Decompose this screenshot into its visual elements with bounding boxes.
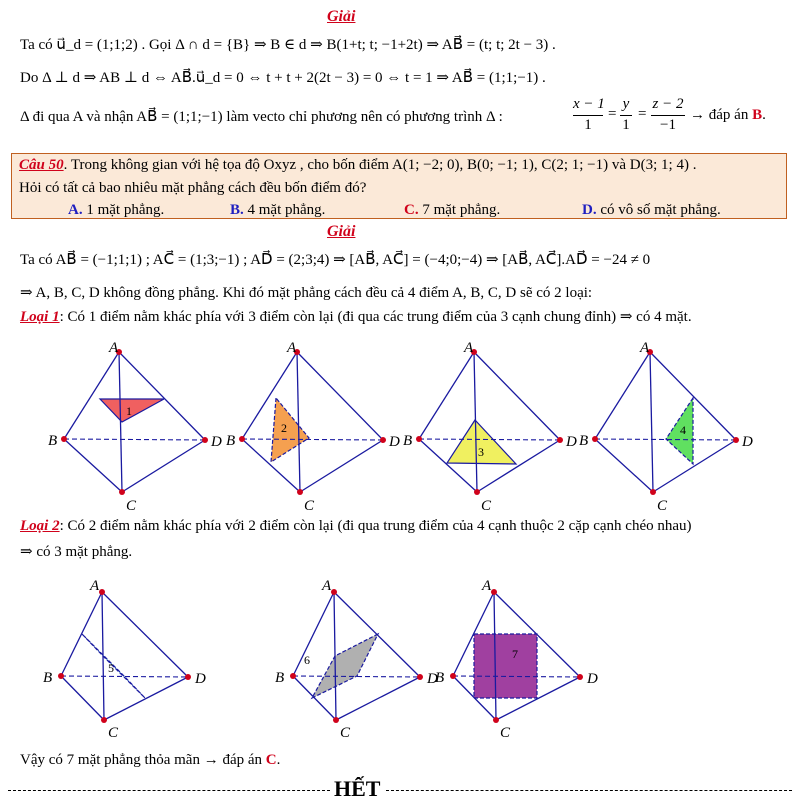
vertex-label-b: B xyxy=(226,433,236,449)
vertex-point-d xyxy=(417,674,423,680)
solution-line-1: Ta có u⃗_d = (1;1;2) . Gọi Δ ∩ d = {B} ⇒ B ∈ d ⇒ B(1+t; t; −1+2t) ⇒ AB⃗ = (t; t; 2t − 3) . xyxy=(20,37,556,53)
frac-y-den: 1 xyxy=(622,117,630,133)
vertex-point-d xyxy=(185,674,191,680)
loai1-text: : Có 1 điểm nằm khác phía với 3 điểm còn lại (đi qua các trung điểm của 3 cạnh chung đỉnh) ⇒ có 4 mặt. xyxy=(59,309,692,325)
loai2-figures xyxy=(0,570,800,740)
solution-heading: Giải xyxy=(327,8,356,25)
vertex-label-c: C xyxy=(340,725,351,740)
plane-1 xyxy=(100,399,164,422)
loai1-figures xyxy=(0,335,800,510)
tetra-fig-6 xyxy=(293,592,420,720)
solution-line-3 xyxy=(20,107,503,126)
vertex-label-c: C xyxy=(657,498,668,510)
answer-letter: B xyxy=(752,107,763,123)
vertex-label-c: C xyxy=(108,725,119,740)
vertex-label-a: A xyxy=(464,340,474,356)
vertex-point-a xyxy=(491,589,497,595)
vertex-label-a: A xyxy=(482,578,492,594)
vertex-point-d xyxy=(202,437,208,443)
vertex-label-b: B xyxy=(275,670,285,686)
vertex-point-c xyxy=(297,489,303,495)
end-rule-left xyxy=(8,790,330,791)
loai2-text: : Có 2 điểm nằm khác phía với 2 điểm còn lại (đi qua trung điểm của 4 cạnh thuộc 2 cặp cạnh chéo nhau) xyxy=(59,518,692,534)
vertex-point-c xyxy=(333,717,339,723)
vertex-point-a xyxy=(99,589,105,595)
frac-x-den: 1 xyxy=(584,117,592,133)
solution-line-2: Do Δ ⊥ d ⇒ AB ⊥ d ⇔ AB⃗.u⃗_d = 0 ⇔ t + t + 2(2t − 3) = 0 ⇔ t = 1 ⇒ AB⃗ = (1;1;−1) . xyxy=(20,70,546,86)
vertex-point-b xyxy=(58,673,64,679)
frac-z-den: −1 xyxy=(660,117,676,133)
question-label: Câu 50 xyxy=(19,157,64,173)
plane-label-1: 1 xyxy=(126,404,132,418)
plane-label-3: 3 xyxy=(478,445,484,459)
period: . xyxy=(762,107,766,123)
vertex-label-a: A xyxy=(109,340,119,356)
solution2-line-2: ⇒ A, B, C, D không đồng phẳng. Khi đó mặt phẳng cách đều cả 4 điểm A, B, C, D sẽ có 2 loại: xyxy=(20,285,593,301)
plane-6 xyxy=(312,634,378,698)
end-mark: HẾT xyxy=(334,776,381,801)
equals-sign: = xyxy=(608,106,617,122)
vertex-point-b xyxy=(61,436,67,442)
conclusion xyxy=(20,752,280,769)
period: . xyxy=(276,752,281,768)
plane-label-2: 2 xyxy=(281,421,287,435)
tetra-fig-1 xyxy=(64,352,205,492)
frac-y-bar xyxy=(620,115,632,116)
answer-line-3 xyxy=(690,107,766,124)
vertex-label-a: A xyxy=(640,340,650,356)
option-text: 7 mặt phẳng. xyxy=(418,202,501,218)
plane-label-4: 4 xyxy=(680,423,686,437)
vertex-label-c: C xyxy=(500,725,511,740)
loai2-label: Loại 2 xyxy=(20,518,60,534)
option-letter: C. xyxy=(404,202,419,218)
vertex-label-b: B xyxy=(403,433,413,449)
tetra-fig-2 xyxy=(242,352,383,492)
option-b xyxy=(230,202,325,219)
vertex-label-b: B xyxy=(435,670,445,686)
question-text: . Trong không gian với hệ tọa độ Oxyz , cho bốn điểm A(1; −2; 0), B(0; −1; 1), C(2; 1; −1) và D(3; 1; 4) . xyxy=(63,157,697,173)
tetra-fig-7 xyxy=(453,592,580,720)
frac-z-bar xyxy=(651,115,685,116)
loai2-line xyxy=(20,518,692,535)
vertex-label-a: A xyxy=(287,340,297,356)
vertex-label-b: B xyxy=(43,670,53,686)
vertex-label-d: D xyxy=(566,434,577,450)
vertex-point-b xyxy=(592,436,598,442)
question-line-1 xyxy=(19,157,696,174)
conclusion-answer: C xyxy=(265,752,277,768)
vertex-point-d xyxy=(380,437,386,443)
line3-text: Δ đi qua A và nhận AB⃗ = (1;1;−1) làm vecto chỉ phương nên có phương trình Δ : xyxy=(20,109,503,125)
vertex-label-d: D xyxy=(389,434,400,450)
option-a xyxy=(68,202,164,219)
vertex-point-c xyxy=(474,489,480,495)
vertex-label-a: A xyxy=(90,578,100,594)
plane-7 xyxy=(474,634,537,698)
tetra-fig-4 xyxy=(595,352,736,492)
loai1-label: Loại 1 xyxy=(20,309,60,325)
vertex-point-c xyxy=(101,717,107,723)
vertex-point-d xyxy=(557,437,563,443)
option-text: có vô số mặt phẳng. xyxy=(596,202,721,218)
vertex-point-c xyxy=(119,489,125,495)
vertex-point-c xyxy=(493,717,499,723)
plane-label-6: 6 xyxy=(304,653,310,667)
loai1-line xyxy=(20,307,692,326)
option-letter: A. xyxy=(68,202,83,218)
vertex-label-d: D xyxy=(427,671,438,687)
frac-x-bar xyxy=(573,115,603,116)
question-line-2: Hỏi có tất cả bao nhiêu mặt phẳng cách đều bốn điểm đó? xyxy=(19,180,367,196)
solution-heading: Giải xyxy=(327,223,356,240)
vertex-group xyxy=(43,578,206,740)
vertex-point-b xyxy=(239,436,245,442)
tetra-fig-5 xyxy=(61,592,188,720)
plane-label-7: 7 xyxy=(512,647,518,661)
end-rule-right xyxy=(386,790,792,791)
option-text: 4 mặt phẳng. xyxy=(243,202,326,218)
conclusion-text: Vậy có 7 mặt phẳng thỏa mãn → đáp án xyxy=(20,752,263,768)
vertex-label-c: C xyxy=(481,498,492,510)
option-d xyxy=(582,202,721,219)
vertex-label-d: D xyxy=(742,434,753,450)
vertex-point-a xyxy=(331,589,337,595)
loai2-line-2: ⇒ có 3 mặt phẳng. xyxy=(20,544,133,560)
vertex-label-b: B xyxy=(48,433,58,449)
vertex-label-c: C xyxy=(126,498,137,510)
vertex-point-b xyxy=(450,673,456,679)
vertex-point-b xyxy=(416,436,422,442)
plane-label-5: 5 xyxy=(108,661,114,675)
vertex-point-d xyxy=(577,674,583,680)
option-text: 1 mặt phẳng. xyxy=(82,202,165,218)
solution2-line-1: Ta có AB⃗ = (−1;1;1) ; AC⃗ = (1;3;−1) ; AD⃗ = (2;3;4) ⇒ [AB⃗, AC⃗] = (−4;0;−4) ⇒ [AB⃗, AC⃗].AD⃗ = −24 ≠ 0 xyxy=(20,252,651,268)
frac-y-num: y xyxy=(622,96,630,112)
vertex-label-d: D xyxy=(195,671,206,687)
plane-2 xyxy=(271,398,309,462)
vertex-label-b: B xyxy=(579,433,589,449)
equals-sign: = xyxy=(638,106,647,122)
frac-z-num: z − 2 xyxy=(652,96,684,112)
vertex-label-c: C xyxy=(304,498,315,510)
vertex-point-d xyxy=(733,437,739,443)
frac-x-num: x − 1 xyxy=(573,96,605,112)
vertex-label-a: A xyxy=(322,578,332,594)
tetra-fig-3 xyxy=(419,352,560,492)
arrow-text: → đáp án xyxy=(690,107,749,123)
option-letter: D. xyxy=(582,202,597,218)
vertex-label-d: D xyxy=(211,434,222,450)
option-letter: B. xyxy=(230,202,244,218)
vertex-point-b xyxy=(290,673,296,679)
vertex-label-d: D xyxy=(587,671,598,687)
option-c xyxy=(404,202,500,219)
vertex-point-c xyxy=(650,489,656,495)
